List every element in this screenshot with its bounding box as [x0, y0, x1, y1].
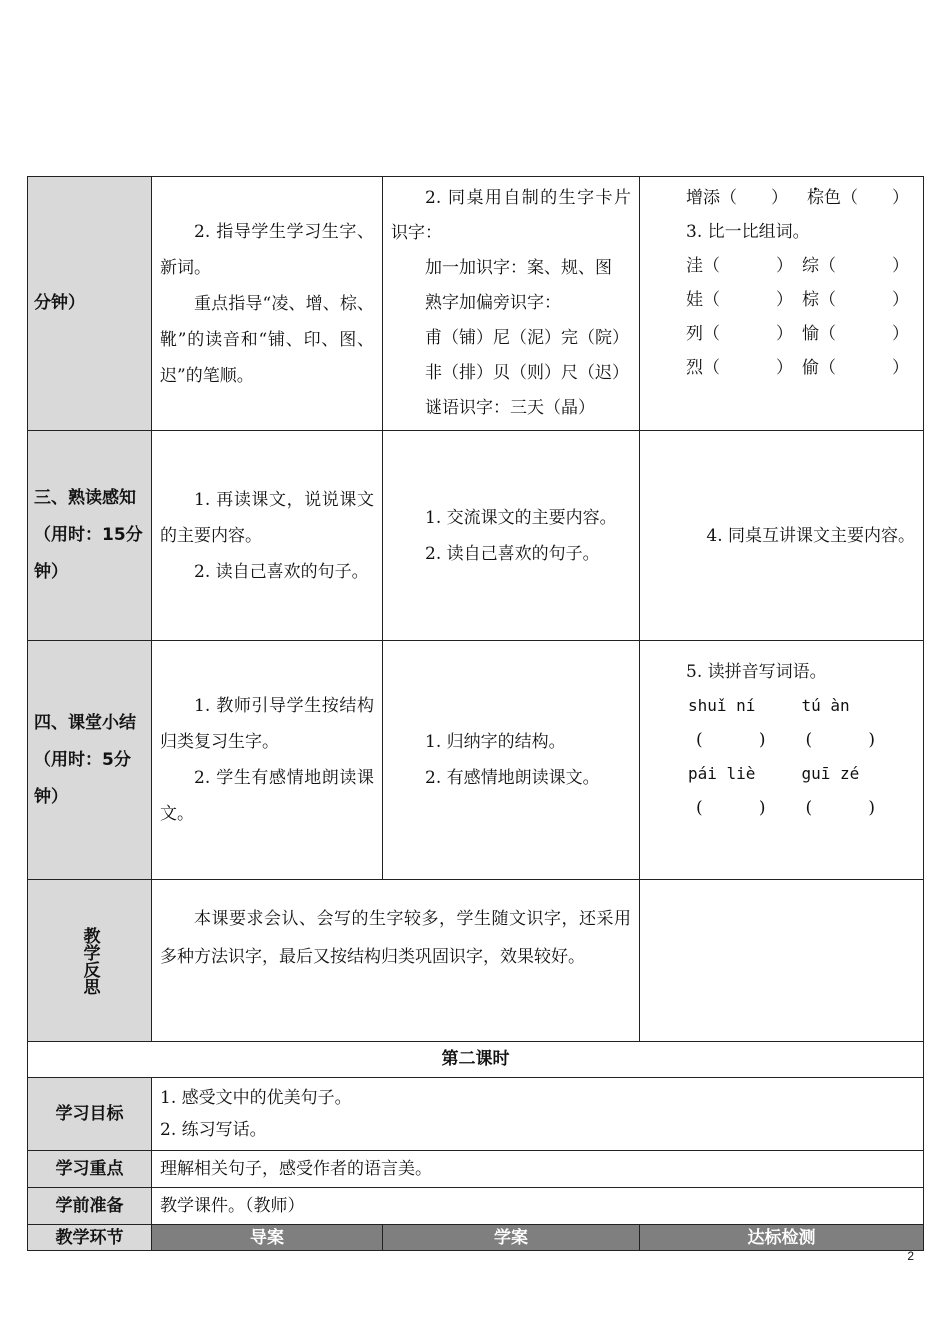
guide-text: 2. 学生有感情地朗读课文。	[160, 768, 374, 824]
answer-row: ( ) ( )	[696, 798, 875, 818]
row-label: 三、熟读感知（用时：15分钟）	[28, 431, 152, 641]
reflection-row	[28, 880, 924, 1042]
reading-row	[28, 431, 924, 641]
compare-row: 娃（ ） 棕（ ）	[686, 290, 909, 310]
check-cell	[640, 177, 924, 431]
guide-text: 1. 再读课文，说说课文的主要内容。	[160, 489, 374, 546]
reflection-label: 教学反思	[28, 880, 152, 1042]
guide-text: 2. 读自己喜欢的句子。	[194, 561, 369, 582]
col-guide: 导案	[152, 1225, 383, 1251]
goals-cell	[152, 1078, 924, 1151]
check-cell	[640, 641, 924, 880]
pinyin-row: shuǐ ní tú àn	[688, 696, 850, 715]
check-cell	[640, 431, 924, 641]
word-row: 增添（ ） 棕色（ ）	[686, 188, 909, 208]
prep-row	[28, 1188, 924, 1225]
exercise-title: 3. 比一比组词。	[686, 222, 810, 242]
study-text: 2. 同桌用自制的生字卡片识字：	[391, 188, 631, 243]
lesson-plan-table	[27, 176, 924, 1251]
study-cell	[383, 641, 640, 880]
study-text: 2. 有感情地朗读课文。	[425, 768, 600, 788]
guide-cell	[152, 641, 383, 880]
empty-cell	[640, 880, 924, 1042]
prep-label: 学前准备	[28, 1188, 152, 1225]
check-text: 4. 同桌互讲课文主要内容。	[706, 525, 915, 546]
compare-row: 烈（ ） 偷（ ）	[686, 358, 909, 378]
steps-label: 教学环节	[28, 1225, 152, 1251]
page-number: 2	[907, 1249, 914, 1263]
study-text: 非（排）贝（则）尺（迟）	[425, 363, 629, 383]
col-study: 学案	[383, 1225, 640, 1251]
study-text: 谜语识字：三天（晶）	[425, 398, 595, 418]
compare-row: 洼（ ） 综（ ）	[686, 256, 909, 276]
goal-item: 1. 感受文中的优美句子。	[160, 1088, 352, 1108]
summary-row	[28, 641, 924, 880]
study-text: 熟字加偏旁识字：	[425, 293, 561, 313]
compare-row: 列（ ） 愉（ ）	[686, 324, 909, 344]
guide-text: 重点指导“凌、增、棕、靴”的读音和“铺、印、图、迟”的笔顺。	[160, 293, 374, 386]
col-check: 达标检测	[640, 1225, 924, 1251]
answer-row: ( ) ( )	[696, 730, 875, 750]
focus-row	[28, 1151, 924, 1188]
guide-text: 1. 教师引导学生按结构归类复习生字。	[160, 696, 374, 752]
guide-cell	[152, 431, 383, 641]
goal-item: 2. 练习写话。	[160, 1120, 267, 1140]
study-cell	[383, 177, 640, 431]
reflection-cell	[152, 880, 640, 1042]
study-text: 甫（铺）尼（泥）完（院）	[425, 328, 629, 348]
prep-cell: 教学课件。（教师）	[152, 1188, 924, 1225]
steps-header-row	[28, 1225, 924, 1251]
section-title: 第二课时	[28, 1042, 924, 1078]
guide-text: 2. 指导学生学习生字、新词。	[160, 221, 374, 278]
pinyin-row: pái liè guī zé	[688, 764, 860, 783]
focus-label: 学习重点	[28, 1151, 152, 1188]
row-label: 分钟）	[28, 177, 152, 431]
reflection-text: 本课要求会认、会写的生字较多，学生随文识字，还采用多种方法识字，最后又按结构归类巩固识字，效果较好。	[160, 909, 631, 967]
study-text: 1. 归纳字的结构。	[425, 732, 566, 752]
study-text: 1. 交流课文的主要内容。	[425, 507, 617, 528]
study-text: 加一加识字：案、规、图	[425, 258, 612, 278]
study-cell	[383, 431, 640, 641]
goals-row	[28, 1078, 924, 1151]
goals-label: 学习目标	[28, 1078, 152, 1151]
row-label: 四、课堂小结（用时：5分钟）	[28, 641, 152, 880]
exercise-title: 5. 读拼音写词语。	[686, 662, 827, 682]
study-text: 2. 读自己喜欢的句子。	[425, 543, 600, 564]
focus-cell: 理解相关句子，感受作者的语言美。	[152, 1151, 924, 1188]
continued-row	[28, 177, 924, 431]
guide-cell	[152, 177, 383, 431]
second-lesson-row	[28, 1042, 924, 1078]
